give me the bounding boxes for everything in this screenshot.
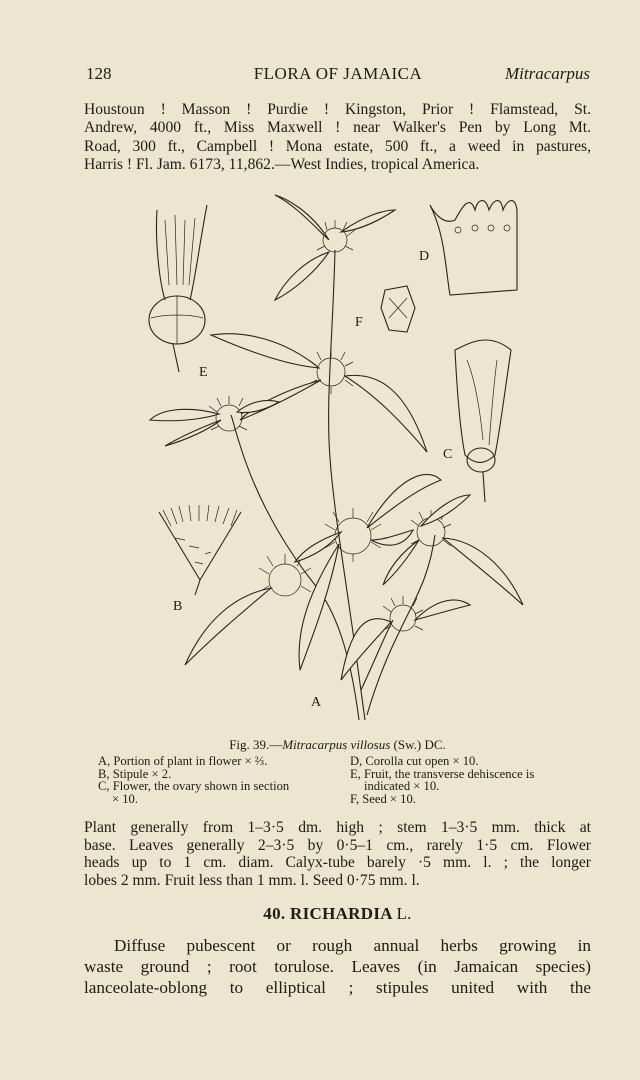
detail-stipule [159, 505, 241, 595]
legend-right-column [350, 755, 595, 805]
running-header [86, 64, 590, 86]
running-genus: Mitracarpus [505, 64, 590, 83]
detail-fruit [149, 205, 207, 372]
running-title: FLORA OF JAMAICA [253, 64, 423, 83]
genus-name: RICHARDIA [290, 904, 392, 923]
text-line: waste ground ; root torulose. Leaves (in Jamaican species) [84, 957, 591, 976]
text-line: lobes 2 mm. Fruit less than 1 mm. l. Seed 0·75 mm. l. [84, 871, 420, 889]
text-line: Diffuse pubescent or rough annual herbs growing in [114, 936, 591, 955]
text-line: Plant generally from 1–3·5 dm. high ; stem 1–3·5 mm. thick at [84, 819, 591, 836]
text-line: Houstoun ! Masson ! Purdie ! Kingston, Prior ! Flamstead, St. [84, 101, 591, 118]
description-paragraph [84, 819, 591, 889]
detail-seed [381, 286, 415, 332]
botanical-illustration [145, 190, 535, 730]
genus-author: L. [396, 904, 412, 923]
genus-description-paragraph [84, 935, 591, 998]
figure-label-c: C [443, 447, 453, 462]
flower-head-upper [309, 349, 353, 394]
figure-label-b: B [173, 599, 183, 614]
text-line: base. Leaves generally 2–3·5 by 0·5–1 cm., rarely 1·5 cm. Flower [84, 836, 591, 854]
legend-item: F, Seed × 10. [350, 791, 416, 806]
text-line: Road, 300 ft., Campbell ! Mona estate, 500 ft., a weed in pastures, [84, 137, 591, 155]
figure-species: Mitracarpus villosus [282, 737, 391, 752]
genus-number: 40. [263, 904, 286, 923]
legend-item: C, Flower, the ovary shown in section [98, 779, 290, 794]
figure-label-e: E [199, 365, 208, 380]
figure-number: Fig. 39.— [229, 737, 283, 752]
legend-item: B, Stipule × 2. [98, 766, 172, 781]
specimen-citations-paragraph [84, 101, 591, 174]
detail-flower-section [455, 340, 511, 502]
legend-item: E, Fruit, the transverse dehiscence is [350, 766, 535, 781]
text-line: heads up to 1 cm. diam. Calyx-tube barely ·5 mm. l. ; the longer [84, 854, 591, 872]
figure-label-d: D [419, 249, 430, 264]
flower-head-bottom [383, 596, 423, 631]
figure-authority: (Sw.) DC. [390, 737, 446, 752]
legend-item: indicated × 10. [364, 779, 440, 794]
flower-head-top [317, 220, 355, 252]
figure-label-f: F [355, 315, 363, 330]
page-number: 128 [86, 64, 112, 83]
figure-label-a: A [311, 695, 322, 710]
figure-caption [84, 737, 591, 753]
legend-left-column [98, 755, 343, 805]
text-line: lanceolate-oblong to elliptical ; stipules united with the [84, 978, 591, 997]
genus-heading [84, 904, 591, 924]
legend-item: A, Portion of plant in flower × ⅔. [98, 754, 268, 768]
text-line: Andrew, 4000 ft., Miss Maxwell ! near Walker's Pen by Long Mt. [84, 119, 591, 137]
text-line: Harris ! Fl. Jam. 6173, 11,862.—West Indies, tropical America. [84, 155, 480, 173]
detail-corolla [430, 201, 517, 295]
legend-item: D, Corolla cut open × 10. [350, 754, 479, 768]
legend-item: × 10. [112, 791, 138, 806]
